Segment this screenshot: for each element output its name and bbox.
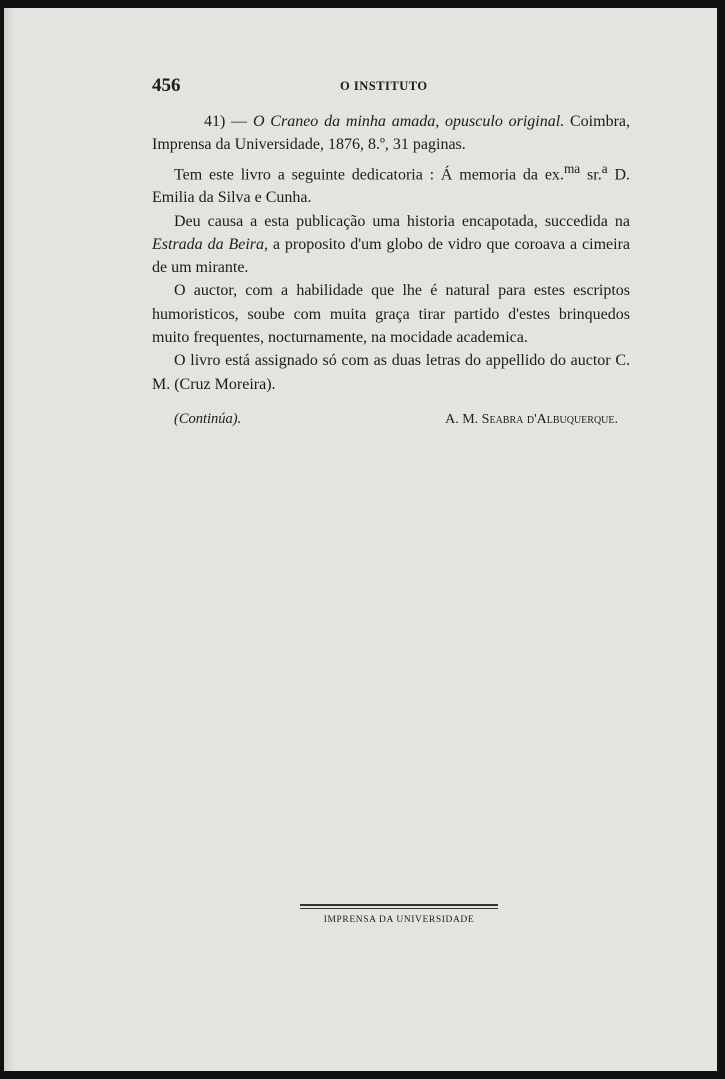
author-skill-paragraph: O auctor, com a habilidade que lhe é natural para estes escriptos humoristicos, soube com muita graça tirar partido d'estes brinquedos muito frequentes, nocturnamente, na mocidade academica.	[152, 282, 630, 346]
cause-italic: Estrada da Beira,	[152, 235, 269, 253]
continua-label: (Continúa).	[174, 410, 242, 427]
imprint-label: IMPRENSA DA UNIVERSIDADE	[323, 915, 475, 925]
entry-number: 41)	[204, 113, 226, 130]
entry-publication: Coimbra, Imprensa da Universidade, 1876, 8.º, 31 paginas.	[152, 113, 630, 154]
dedication-text-b: sr.	[580, 165, 602, 183]
dedication-superscript-2: a	[601, 160, 608, 176]
imprint-rule-top	[300, 904, 498, 906]
imprint-rule-bottom	[300, 908, 498, 909]
signed-paragraph: O livro está assignado só com as duas letras do appellido do auctor C. M. (Cruz Moreira).	[152, 352, 630, 393]
dedication-paragraph	[152, 157, 630, 210]
page-edge-shadow	[4, 8, 14, 1071]
page-number: 456	[152, 75, 181, 96]
dedication-superscript-1: ma	[563, 160, 581, 176]
page-header	[152, 75, 632, 99]
signature-line	[152, 402, 630, 432]
cause-text-a: Deu causa a esta publicação uma historia encapotada, succedida na	[174, 212, 630, 230]
entry-title: O Craneo da minha amada, opusculo original.	[252, 113, 565, 130]
author-signature: A. M. Seabra d'Albuquerque.	[445, 411, 618, 427]
cause-paragraph	[152, 210, 630, 280]
running-title: O INSTITUTO	[340, 79, 428, 93]
dedication-text-c: D. Emilia da Silva e Cunha.	[152, 165, 631, 207]
article-body	[152, 110, 630, 432]
document-page	[4, 8, 717, 1071]
cause-text-b: a proposito d'um globo de vidro que coroava a cimeira de um mirante.	[152, 235, 630, 277]
dedication-text-a: Tem este livro a seguinte dedicatoria : Á memoria da ex.	[174, 165, 564, 183]
entry-dash: —	[225, 113, 253, 130]
bibliography-entry	[152, 110, 630, 157]
